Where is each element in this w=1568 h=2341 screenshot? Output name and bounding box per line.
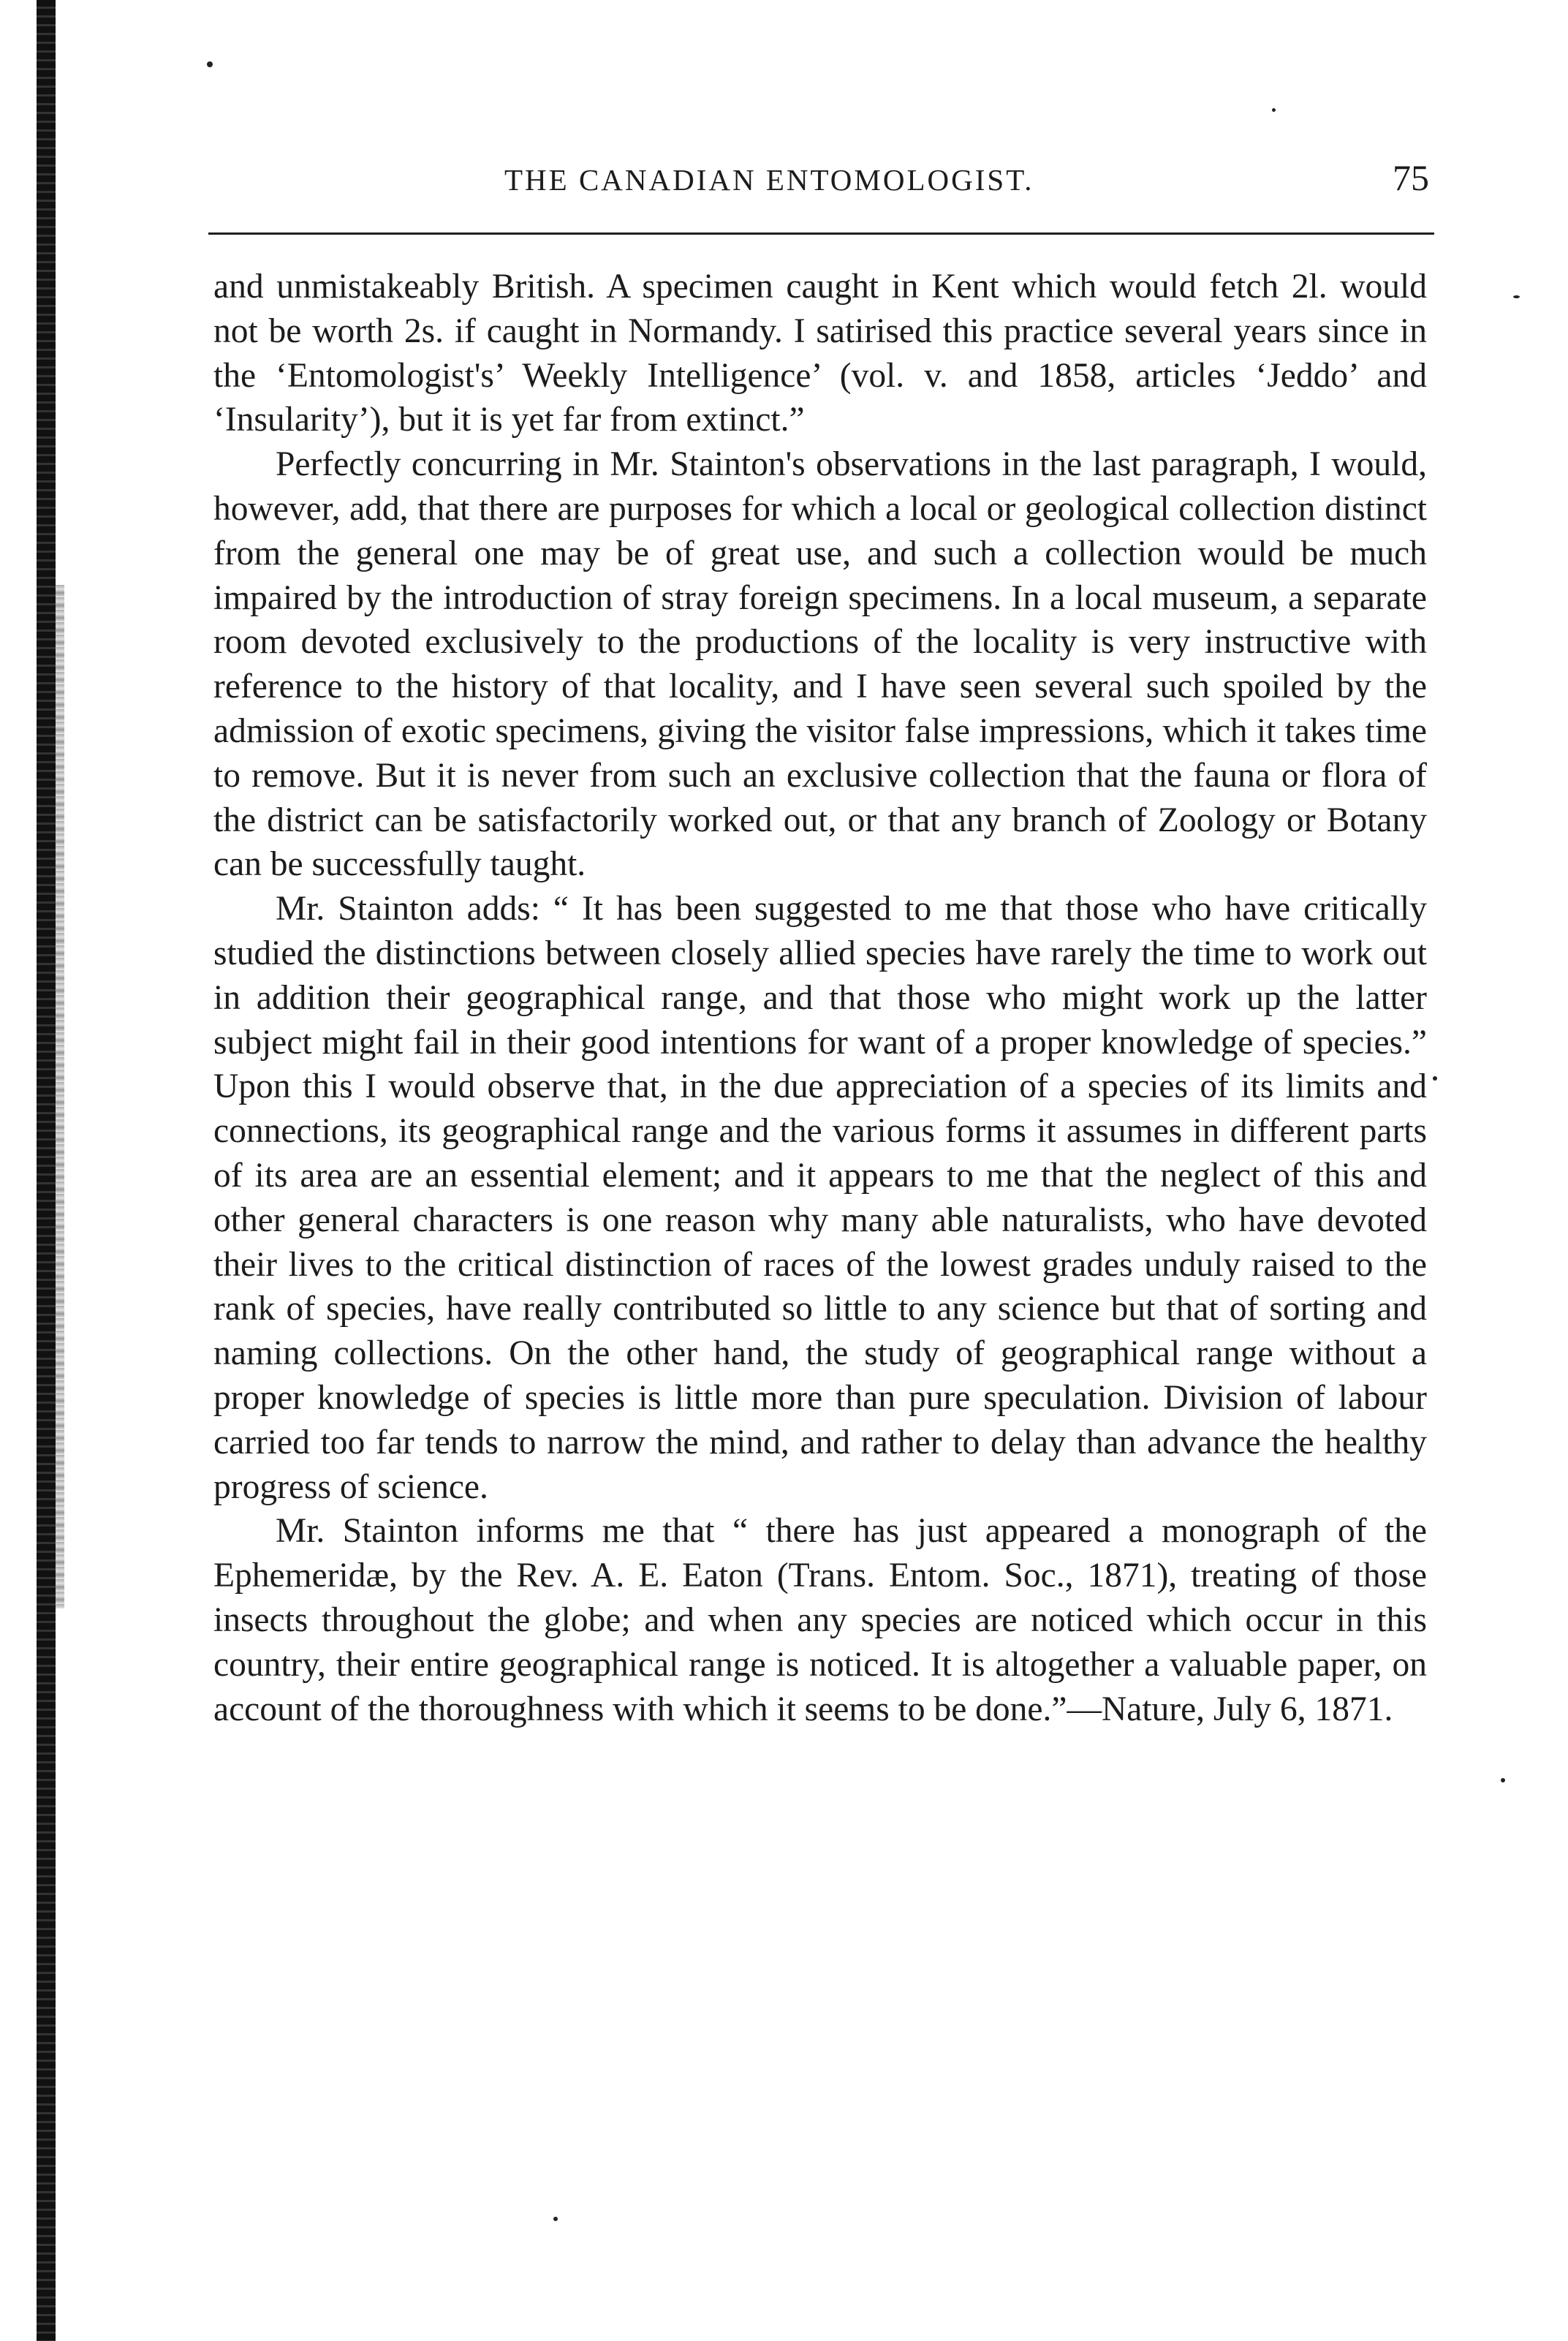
article-body (213, 265, 1427, 1731)
scan-speck (553, 2217, 558, 2221)
scan-speck (1433, 1076, 1437, 1081)
running-head-title: THE CANADIAN ENTOMOLOGIST. (504, 163, 1034, 197)
paragraph-continuation: and unmistakeably British. A specimen caught in Kent which would fetch 2l. would not be worth 2s. if caught in Normandy. I satirised this practice several years since in the ‘Entomologist's’ Weekly Intelligence’ (vol. v. and 1858, articles ‘Jeddo’ and ‘Insularity’), but it is yet far from extinct.” (213, 268, 1427, 439)
scan-speck (207, 61, 213, 67)
paragraph: Mr. Stainton informs me that “ there has just appeared a monograph of the Ephemeridæ, by the Rev. A. E. Eaton (Trans. Entom. Soc., 1871), treating of those insects throughout the globe; and when any species are noticed which occur in this country, their entire geographical range is noticed. It is altogether a valuable paper, on account of the thoroughness with which it seems to be done.”—Nature, July 6, 1871. (213, 1512, 1427, 1728)
paragraph: Perfectly concurring in Mr. Stainton's observations in the last paragraph, I would, however, add, that there are purposes for which a local or geological collection distinct from the general one may be of great use, and such a collection would be much impaired by the introduction of stray foreign specimens. In a local museum, a separate room devoted exclusively to the productions of the locality is very instructive with reference to the history of that locality, and I have seen several such spoiled by the admission of exotic specimens, giving the visitor false impressions, which it takes time to remove. But it is never from such an exclusive collection that the fauna or flora of the district can be satisfactorily worked out, or that any branch of Zoology or Botany can be successfully taught. (213, 445, 1427, 884)
scan-speck (1272, 108, 1276, 112)
header-rule (208, 232, 1434, 235)
running-header (216, 157, 1429, 206)
paragraph: Mr. Stainton adds: “ It has been suggested to me that those who have critically studied the distinctions between closely allied species have rarely the time to work out in addition their geographical range, and that those who might work up the latter subject might fail in their good intentions for want of a proper knowledge of species.” Upon this I would observe that, in the due appreciation of a species of its limits and connections, its geographical range and the various forms it assumes in different parts of its area are an essential element; and it appears to me that the neglect of this and other general characters is one reason why many able naturalists, who have devoted their lives to the critical distinction of races of the lowest grades unduly raised to the rank of species, have really contributed so little to any science but that of sorting and naming collections. On the other hand, the study of geographical range without a proper knowledge of species is little more than pure speculation. Division of labour carried too far tends to narrow the mind, and rather to delay than advance the healthy progress of science. (213, 890, 1427, 1506)
scan-speck (1513, 295, 1520, 298)
page-number: 75 (1393, 157, 1429, 198)
scan-speck (1501, 1778, 1505, 1782)
binding-edge-shadow (37, 0, 56, 2341)
